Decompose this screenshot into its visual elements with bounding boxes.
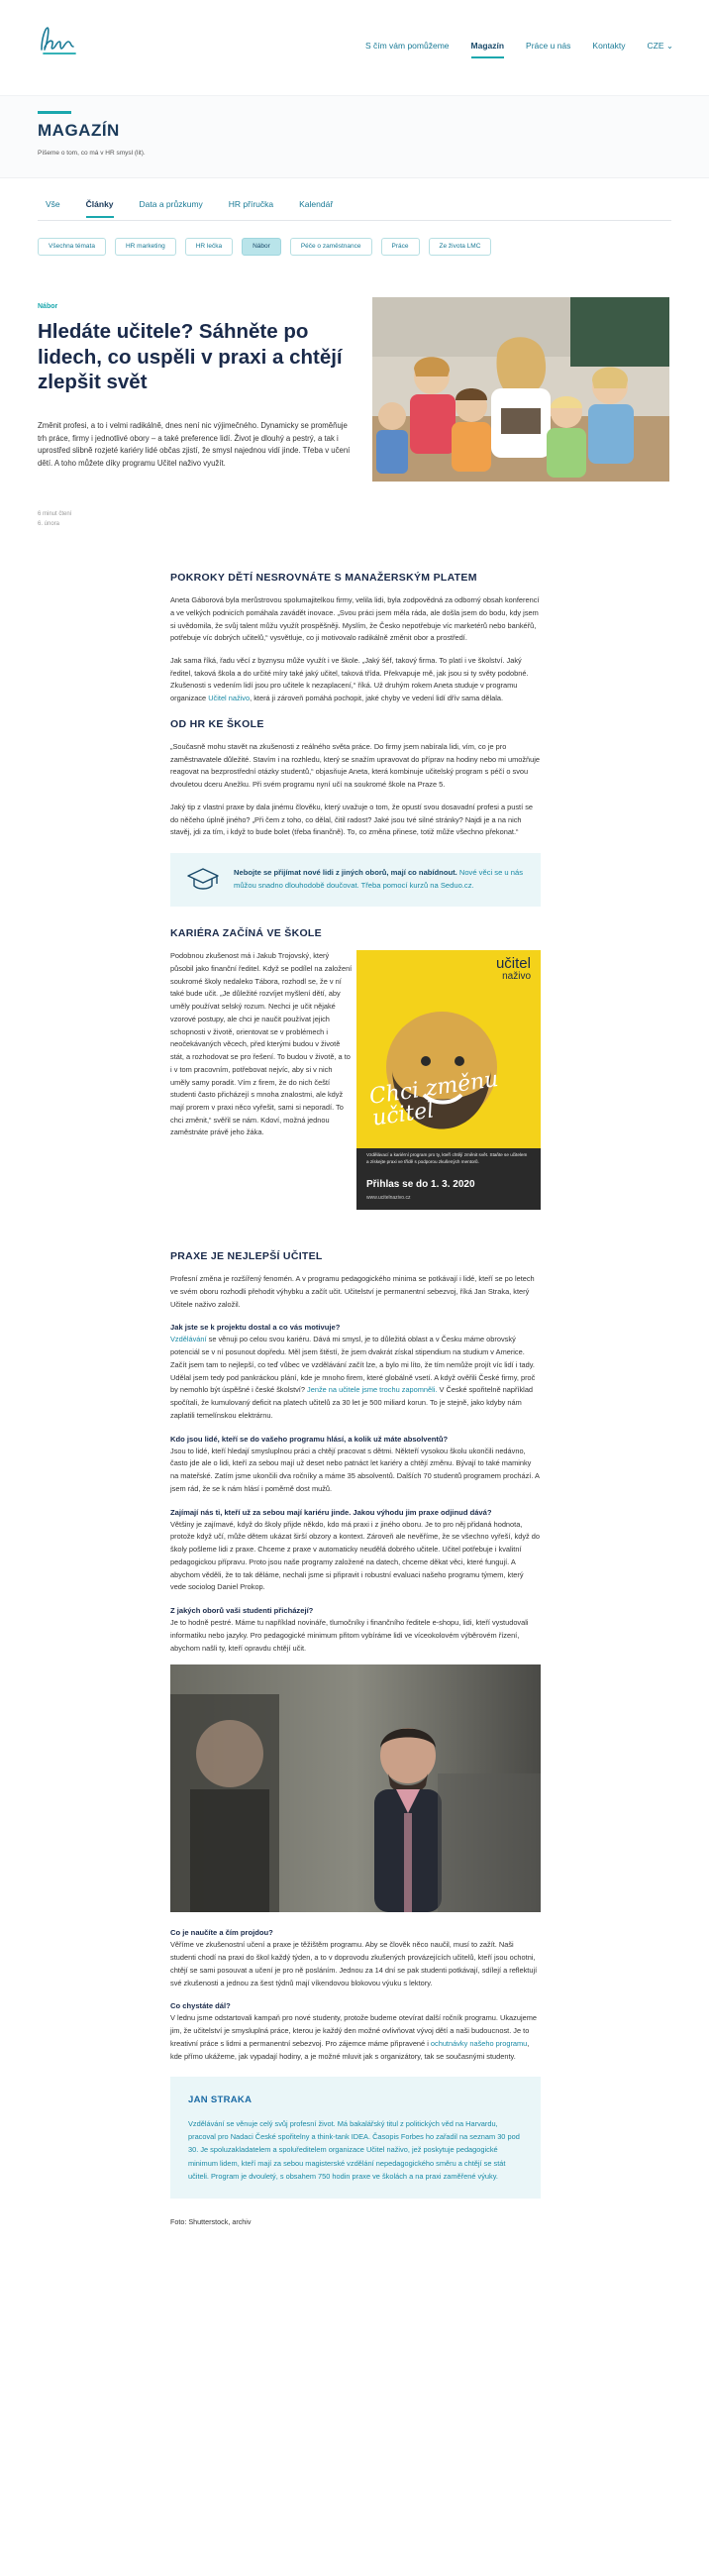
interview-question: Kdo jsou lidé, kteří se do vašeho programu hlásí, a kolik už máte absolventů? bbox=[170, 1434, 449, 1444]
graduation-cap-icon bbox=[186, 867, 220, 893]
poster-headline: Chci změnu učitel bbox=[367, 1067, 500, 1131]
filter-lmc-life[interactable]: Ze života LMC bbox=[429, 238, 492, 256]
classroom-illustration bbox=[372, 297, 669, 482]
interview-answer: Většiny je zajímavé, když do školy přijde někdo, kdo má praxi i z jiného oboru. Je to pro něj přidaná hodnota, protože když učí, může dětem ukázat širší obzory a kontext. Zároveň ale nevěříme, že se všechno vyřeší, když do školy pošleme lidi z praxe. Chceme z praxe v automaticky neudělá dobrého učitele. Učitel potřebuje i kvalitní pedagogickou přípravu. Proto jsou naše programy založené na datech, chceme děkat věci, které fungují. A abychom věděli, že to tak děláme, nechali jsme si připravit i robustní evaluaci našeho programu týmem, který vede sociolog Daniel Prokop. bbox=[170, 1519, 540, 1592]
tabs-divider bbox=[38, 220, 671, 221]
answer-text: se věnuji po celou svou kariéru. Dává mi smysl, je to důležitá oblast a v Česku máme obrovský potenciál se v ní posunout dopředu. Měl jsem štěstí, že jsem dvakrát získal stipendium na studium v Americe. Začít jsem tam to nejlepší, co teď vůbec ve vzdělávání začít lze, a bylo mi líto, že tím nemůže projít víc lidí i tady. Udělal jsem tedy pod pankráckou plání, kde je mnoho firem, které globálně vsetí. A když ověřili České firmy, proč by nemohlo být úspěšné i české školství? bbox=[170, 1335, 536, 1395]
poster-deadline: Přihlas se do 1. 3. 2020 bbox=[366, 1179, 475, 1191]
photo-jan-straka bbox=[170, 1664, 541, 1912]
poster-brand-bottom: naživo bbox=[502, 970, 531, 982]
filter-hr-lecka[interactable]: HR lečka bbox=[185, 238, 233, 256]
answer-text: V lednu jsme odstartovali kampaň pro nové studenty, protože budeme otevírat další ročník programu. Ukazujeme jim, že učitelství je smysluplná práce, kterou je každý den možné ovlivňovat vývoj dětí a naši budoucnost. Je to kreativní práce s lidmi a permanentní sebezvoj. Pro zájemce máme připravené i bbox=[170, 2013, 537, 2048]
filter-hr-marketing[interactable]: HR marketing bbox=[115, 238, 176, 256]
article-meta bbox=[38, 509, 71, 529]
interview-question: Co je naučíte a čím projdou? bbox=[170, 1928, 273, 1938]
callout-bold: Nebojte se přijímat nové lidi z jiných oborů, mají co nabídnout. bbox=[234, 868, 457, 878]
section-heading: PRAXE JE NEJLEPŠÍ UČITEL bbox=[170, 1250, 323, 1263]
filter-recruitment[interactable]: Nábor bbox=[242, 238, 281, 256]
answer-text: , kde přímo ukážeme, jak vypadají hodiny, a je možné mluvit jak s organizátory, tak se současnými studenty. bbox=[170, 2038, 530, 2061]
article-category[interactable]: Nábor bbox=[38, 303, 58, 310]
paragraph: Jaký tip z vlastní praxe by dala jinému člověku, který uvažuje o tom, že opustí svou dosavadní profesi a pustí se do něčeho úplně jiného? „Při čem z toho, co dělal, čitil radost? Jaké jsou tvé silné stránky? Najdi je a na nich stavěj, jdi za tím, i když to bude bolet (třeba finančně). To, co změna přinese, totiž může všechno překonat.“ bbox=[170, 802, 534, 837]
poster-brand-top: učitel bbox=[495, 955, 531, 973]
lmc-logo[interactable] bbox=[36, 24, 81, 57]
interview-answer: Věříme ve zkušenostní učení a praxe je těžištěm programu. Aby se člověk něco naučil, musí to zažít. Naši studenti chodí na praxi do škol každý týden, a to v doprovodu zkušených provázejících učitelů, kteří jsou ochotni, chtějí se sami posouvat a učení je pro ně posláním. Jednou za 14 dní se pak studenti potkávají, sdílejí a reflektují své zkušenosti a jednou za šest týdnů mají víkendovou blokovou výuku s lektory. bbox=[170, 1940, 538, 1987]
main-nav bbox=[365, 40, 673, 58]
interview-question: Jak jste se k projektu dostal a co vás motivuje? bbox=[170, 1323, 341, 1333]
filter-work[interactable]: Práce bbox=[381, 238, 420, 256]
article-title: Hledáte učitele? Sáhněte po lidech, co uspěli v praxi a chtějí zlepšit svět bbox=[38, 320, 343, 394]
filter-all-topics[interactable]: Všechna témata bbox=[38, 238, 106, 256]
paragraph bbox=[170, 655, 541, 705]
section-heading: POKROKY DĚTÍ NESROVNÁTE S MANAŽERSKÝM PLATEM bbox=[170, 572, 477, 584]
publish-date: 6. února bbox=[38, 521, 60, 528]
link-program-tasting[interactable]: ochutnávky našeho programu bbox=[430, 2038, 528, 2048]
photo-source: Foto: Shutterstock, archiv bbox=[170, 2217, 252, 2227]
reading-time: 6 minut čtení bbox=[38, 511, 72, 517]
section-heading: OD HR KE ŠKOLE bbox=[170, 717, 264, 730]
section-heading: KARIÉRA ZAČÍNÁ VE ŠKOLE bbox=[170, 927, 322, 940]
answer-text: V České spořitelně například spočítali, že kumulovaný deficit na platech učitelů za 30 let je 500 miliard korun. To je stejně, jako kdyby nám zaplatili temelínskou elektrárnu. bbox=[170, 1385, 534, 1420]
paragraph-text: , která ji zároveň pomáhá pochopit, jaké chyby ve vedení lidí dřív sama dělala. bbox=[250, 694, 504, 703]
interview-answer: Je to hodně pestré. Máme tu například novináře, tlumočníky i finančního ředitele e-shopu, lidi, kteří vystudovali informatiku nebo jazyky. Pro pedagogické minimum přitom vybíráme lidi ve víceokolovém výběrovém řízení, abychom našli ty, kteří opravdu chtějí učit. bbox=[170, 1618, 529, 1653]
page-title: MAGAZÍN bbox=[38, 121, 120, 140]
poster-url: www.ucitelnazivo.cz bbox=[366, 1195, 411, 1202]
tip-callout bbox=[170, 853, 541, 907]
chevron-down-icon: ⌄ bbox=[665, 41, 673, 51]
poster-brand bbox=[496, 956, 531, 982]
nav-contacts[interactable]: Kontakty bbox=[592, 41, 626, 51]
author-bio-box bbox=[170, 2077, 541, 2199]
article-body bbox=[170, 569, 541, 2239]
interview-answer: Jsou to lidé, kteří hledají smysluplnou práci a chtějí pracovat s dětmi. Někteří vysokou školu ukončili nedávno, často jde ale o lidi, kteří za sebou mají už deset nebo patnáct let kariéry a chtějí změnu. Bývají to také maminky na mateřské. Zatím jsme ukončili dva ročníky a máme 35 absolventů. Dalších 70 studentů programem prochází. A jsem rád, že se k nám hlásí i poměrně dost mužů. bbox=[170, 1446, 540, 1493]
tab-calendar[interactable]: Kalendář bbox=[299, 199, 334, 209]
paragraph: Profesní změna je rozšířený fenomén. A v programu pedagogického minima se potkávají i lidé, kteří se po letech ve svém oboru rozhodli přehodit výhybku a začít učit. Učitelství je permanentní sebezvoj, říká Jan Straka, který Učitele naživo založil. bbox=[170, 1274, 535, 1309]
interview-question: Z jakých oborů vaši studenti přicházejí? bbox=[170, 1606, 314, 1616]
nav-magazine[interactable]: Magazín bbox=[471, 40, 505, 58]
link-vzdelavani[interactable]: Vzdělávání bbox=[170, 1335, 207, 1344]
tab-hr-guide[interactable]: HR příručka bbox=[228, 199, 274, 209]
callout-text bbox=[234, 867, 525, 893]
page-subtitle: Píšeme o tom, co má v HR smysl (lit). bbox=[38, 150, 146, 157]
language-label: CZE bbox=[647, 41, 664, 51]
link-teachers-forgotten[interactable]: Jenže na učitele jsme trochu zapomněli. bbox=[307, 1385, 438, 1395]
bio-name: JAN STRAKA bbox=[188, 2094, 253, 2106]
link-seduo[interactable]: Třeba pomocí kurzů na Seduo.cz. bbox=[360, 881, 474, 891]
poster-small-text: Vzdělávací a kariérní program pro ty, kteří chtějí změnit svět. Staňte se učitelem a získejte praxi ve třídě s podporou zkušených mentorů. bbox=[366, 1152, 528, 1164]
tab-data[interactable]: Data a průzkumy bbox=[139, 199, 203, 209]
paragraph-text: Jak sama říká, řadu věcí z byznysu může využít i ve škole. „Jaký šéf, takový firma. To platí i ve školství. Jaký ředitel, taková škola a do určité míry také jaký učitel, taková třída. Překvapuje mě, jak jsou si ty světy podobné. Zkušenosti s vedením lidí jsou pro učitele k nezaplacení,“ říká. Už druhým rokem Aneta studuje v programu organizace bbox=[170, 655, 529, 703]
paragraph: „Současně mohu stavět na zkušenosti z reálného světa práce. Do firmy jsem nabírala lidi, vím, co je pro zaměstnavatele důležité. Stavím i na rozhledu, který se snažím upravovat do příprav na hodiny nebo mi umožňuje reagovat na bezprostřední otázky studentů,“ objasňuje Aneta, která kombinuje učitelský program s péčí o svou dvouletou dceru Anežku. Při svém programu nyní učí na soukromé škole na Praze 5. bbox=[170, 741, 541, 790]
interview-question: Co chystáte dál? bbox=[170, 2001, 231, 2011]
tab-all[interactable]: Vše bbox=[46, 199, 60, 209]
ucitel-nazivo-poster bbox=[356, 950, 541, 1210]
interview-answer bbox=[170, 1334, 541, 1422]
nav-language[interactable] bbox=[648, 40, 674, 58]
bio-text: Vzdělávání se věnuje celý svůj profesní život. Má bakalářský titul z politických věd na Harvardu, pracoval pro Nadaci České spořitelny a think-tank IDEA. Časopis Forbes ho zařadil na seznam 30 pod 30. Je spoluzakladatelem a spoluředitelem organizace Učitel naživo, jež poskytuje pedagogické minimum lidem, kteří mají za sebou magisterské vzdělání nepedagogického směru a chtějí se stát učiteli. Program je dvouletý, s obsahem 750 hodin praxe ve školách a na praxi zaměřené výuky. bbox=[188, 2118, 520, 2181]
portrait-illustration bbox=[170, 1664, 541, 1912]
content-tabs bbox=[46, 198, 333, 218]
paragraph: Podobnou zkušenost má i Jakub Trojovský, který působil jako finanční ředitel. Když se podílel na založení soukromé školy nedaleko Tábora, rozhodl se, že v ní také bude učit. „Je důležité rozvíjet myšlení dětí, aby uměly používat selský rozum. Nechci je učit nějaké vzorové postupy, ale chci je naučit používat jejich schopnosti v životě, orientovat se v problémech i neočekávaných věcech, před kterými budou v životě stát, a rozhodovat se pro řešení. To budou v životě, a to i v tom pracovním, potřebovat nejvíc, aby si v nich uměly samy poradit. Vím z firem, že do nich čeští studenti často přicházejí s mnoha znalostmi, ale když mají prorem v praxi něco vyřešit, sami si neporadí. To chci změnit,“ svěřil se nám. Kdoví, možná jednou zaměstnáte právě jeho žáka. bbox=[170, 951, 353, 1137]
title-accent-bar bbox=[38, 111, 71, 114]
hero-image-teacher-with-children bbox=[372, 297, 669, 482]
filter-employee-care[interactable]: Péče o zaměstnance bbox=[290, 238, 372, 256]
nav-jobs[interactable]: Práce u nás bbox=[526, 41, 571, 51]
topic-filters bbox=[38, 238, 491, 256]
callout-body: Nové věci se u nás můžou snadno dlouhodobě doučovat. bbox=[234, 868, 524, 891]
section-with-poster bbox=[170, 950, 541, 1247]
article-lead: Změnit profesi, a to i velmi radikálně, dnes není nic výjimečného. Dynamicky se proměňuje trh práce, firmy i jednotlivé obory – a také preference lidí. Život je dlouhý a pestrý, a tak i uprostřed slibně rozjeté kariéry lidé občas zjistí, že smysl najednou vidí jinde. Třeba v učení dětí. A toho můžete díky programu Učitel naživo využít. bbox=[38, 421, 351, 468]
nav-services[interactable]: S čím vám pomůžeme bbox=[364, 41, 450, 51]
interview-question: Zajímají nás ti, kteří už za sebou mají kariéru jinde. Jakou výhodu jim praxe odjinud dává? bbox=[170, 1507, 492, 1517]
site-header bbox=[0, 0, 709, 89]
link-ucitel-nazivo[interactable]: Učitel naživo bbox=[208, 694, 251, 703]
interview-answer bbox=[170, 2012, 541, 2063]
paragraph: Aneta Gáborová byla merůstrovou spolumajitelkou firmy, velila lidi, byla zodpovědná za odborný obsah konferencí a ve velkých podnicích pomáhala zavádět inovace. „Svou práci jsem měla ráda, ale došla jsem do bodu, kdy jsem si uvědomila, že svůj talent můžu využít prospěšněji. Myslím, že Česko nepotřebuje víc marketérů nebo bankéřů, potřebuje víc dobrých učitelů,“ vysvětluje, co ji motivovalo radikálně změnit obor a prostředí. bbox=[170, 595, 540, 643]
tab-articles[interactable]: Články bbox=[86, 198, 114, 218]
